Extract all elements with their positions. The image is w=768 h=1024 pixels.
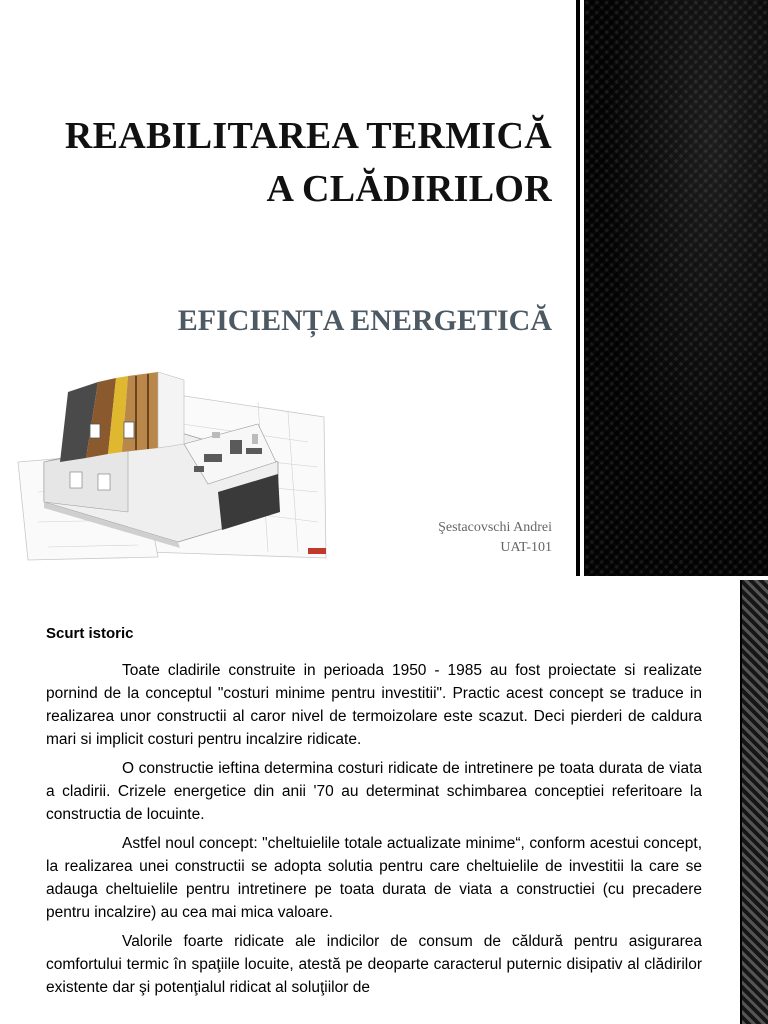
slide-subtitle: EFICIENȚA ENERGETICĂ <box>177 304 552 337</box>
author-group: UAT-101 <box>500 540 552 555</box>
slide-title-line2: A CLĂDIRILOR <box>266 168 552 210</box>
paragraph: O constructie ieftina determina costuri ridicate de intretinere pe toata durata de viata a cladirii. Crizele energetice din anii '70 au determinat schimbarea conceptiei referitoare la constructia de locuinte. <box>46 760 702 823</box>
document-page <box>46 622 702 1005</box>
slide-title <box>65 110 552 216</box>
section-heading: Scurt istoric <box>46 625 134 642</box>
slide-author <box>438 518 552 558</box>
paragraph: Toate cladirile construite in perioada 1950 - 1985 au fost proiectate si realizate pornind de la conceptul "costuri minime pentru investitii". Practic acest concept se traduce in realizarea unor constructii al caror nivel de termoizolare este scazut. Deci pierderi de caldura mari si implicit costuri pentru incalzire ridicate. <box>46 662 702 748</box>
paragraph: Valorile foarte ridicate ale indicilor de consum de căldură pentru asigurarea comfortului termic în spaţiile locuite, atestă pe deoparte caracterul puternic disipativ al clădirilor existente dar şi potenţialul ridicat al soluţiilor de <box>46 933 702 996</box>
slide-title-line1: REABILITAREA TERMICĂ <box>64 115 552 157</box>
paragraph: Astfel noul concept: "cheltuielile totale actualizate minime“, conform acestui concept, la realizarea unei constructii se adopta solutia pentru care cheltuielile de investitii la care se adauga cheltuielile pentru intretinere pe toata durata de viata a constructiei (cu precadere pentru incalzire) au cea mai mica valoare. <box>46 835 702 921</box>
page2-carbon-strip <box>742 580 768 1024</box>
house-cutaway-illustration <box>8 362 334 562</box>
author-name: Şestacovschi Andrei <box>438 520 552 535</box>
carbon-fiber-panel <box>584 0 768 576</box>
